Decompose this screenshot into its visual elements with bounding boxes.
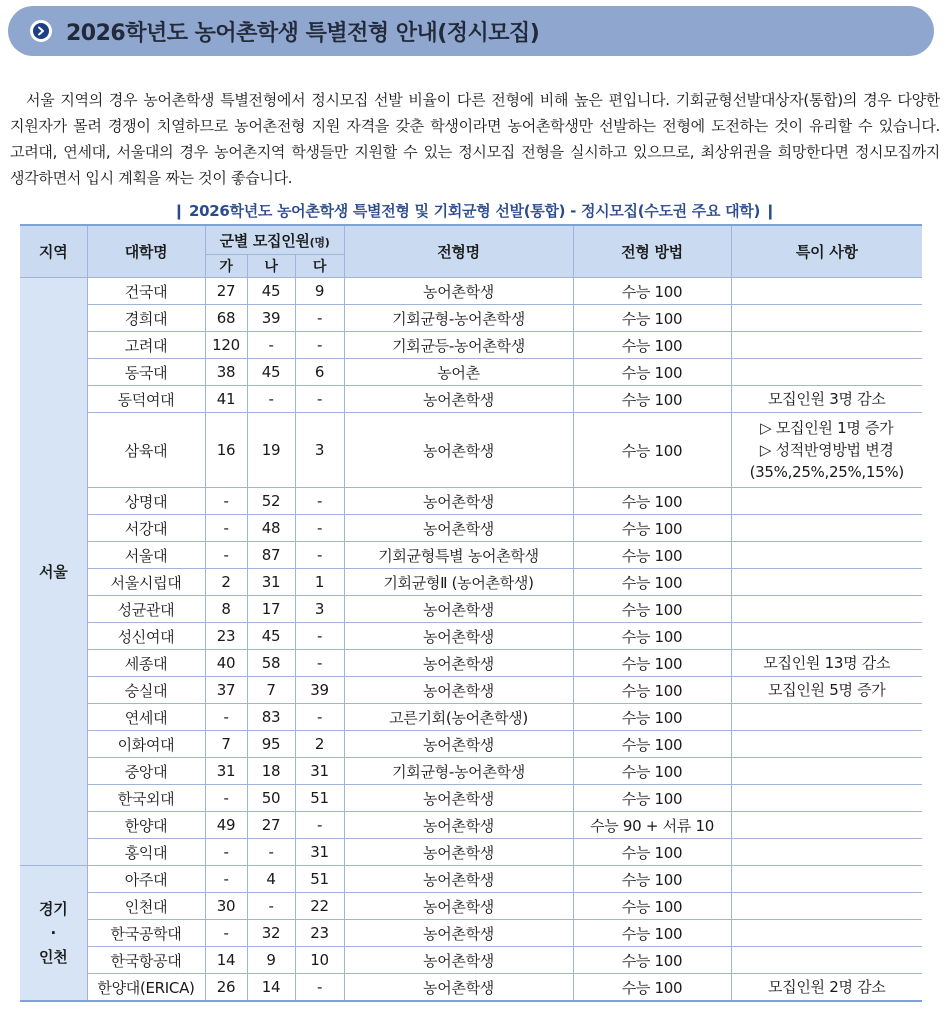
cell-quota-da: 2 <box>295 731 344 758</box>
cell-notes <box>731 305 922 332</box>
cell-track: 농어촌학생 <box>344 623 573 650</box>
cell-track: 농어촌학생 <box>344 893 573 920</box>
cell-university: 세종대 <box>87 650 205 677</box>
table-body <box>20 278 922 1002</box>
cell-quota-ga: 49 <box>205 812 247 839</box>
table-row <box>20 758 922 785</box>
cell-quota-ga: - <box>205 515 247 542</box>
cell-quota-ga: 23 <box>205 623 247 650</box>
cell-track: 기회균형-농어촌학생 <box>344 758 573 785</box>
cell-method: 수능 100 <box>573 839 731 866</box>
cell-method: 수능 100 <box>573 332 731 359</box>
cell-quota-ga: 37 <box>205 677 247 704</box>
cell-quota-na: 83 <box>247 704 295 731</box>
header-da: 다 <box>295 255 344 278</box>
cell-quota-na: 45 <box>247 623 295 650</box>
cell-method: 수능 100 <box>573 677 731 704</box>
cell-quota-da: - <box>295 386 344 413</box>
cell-quota-ga: - <box>205 785 247 812</box>
cell-quota-ga: - <box>205 542 247 569</box>
cell-university: 서강대 <box>87 515 205 542</box>
cell-quota-da: 39 <box>295 677 344 704</box>
cell-university: 성신여대 <box>87 623 205 650</box>
cell-method: 수능 100 <box>573 305 731 332</box>
cell-quota-da: - <box>295 488 344 515</box>
cell-university: 이화여대 <box>87 731 205 758</box>
cell-quota-ga: - <box>205 866 247 893</box>
header-quota <box>205 225 344 255</box>
cell-notes: 모집인원 5명 증가 <box>731 677 922 704</box>
cell-track: 농어촌학생 <box>344 785 573 812</box>
cell-notes <box>731 812 922 839</box>
cell-quota-na: 87 <box>247 542 295 569</box>
notes-line: ▷ 모집인원 1명 증가 <box>760 419 894 437</box>
cell-quota-ga: - <box>205 704 247 731</box>
cell-quota-ga: 30 <box>205 893 247 920</box>
cell-track: 기회균형Ⅱ (농어촌학생) <box>344 569 573 596</box>
cell-university: 서울대 <box>87 542 205 569</box>
table-row <box>20 731 922 758</box>
cell-method: 수능 100 <box>573 386 731 413</box>
cell-quota-na: 48 <box>247 515 295 542</box>
header-quota-unit: (명) <box>309 235 330 249</box>
cell-quota-na: 4 <box>247 866 295 893</box>
cell-university: 삼육대 <box>87 413 205 488</box>
cell-track: 기회균형-농어촌학생 <box>344 305 573 332</box>
table-row <box>20 623 922 650</box>
cell-quota-ga: 8 <box>205 596 247 623</box>
cell-quota-ga: 27 <box>205 278 247 305</box>
cell-track: 농어촌학생 <box>344 920 573 947</box>
cell-quota-na: - <box>247 893 295 920</box>
region-label-line: 인천 <box>39 948 68 966</box>
cell-university: 경희대 <box>87 305 205 332</box>
cell-quota-da: 31 <box>295 758 344 785</box>
title-bar-right-icon: ❙ <box>764 202 777 220</box>
table-row <box>20 542 922 569</box>
table-row <box>20 515 922 542</box>
cell-notes <box>731 515 922 542</box>
cell-quota-da: - <box>295 515 344 542</box>
cell-quota-na: 95 <box>247 731 295 758</box>
cell-quota-da: - <box>295 812 344 839</box>
cell-notes <box>731 920 922 947</box>
table-row <box>20 974 922 1002</box>
header-quota-label: 군별 모집인원 <box>219 231 310 250</box>
cell-track: 농어촌학생 <box>344 947 573 974</box>
cell-quota-ga: - <box>205 920 247 947</box>
cell-method: 수능 100 <box>573 569 731 596</box>
cell-track: 기회균등-농어촌학생 <box>344 332 573 359</box>
table-row <box>20 866 922 893</box>
table-title-text: 2026학년도 농어촌학생 특별전형 및 기회균형 선발(통합) - 정시모집(수도권 주요 대학) <box>188 202 761 220</box>
header-na: 나 <box>247 255 295 278</box>
cell-method: 수능 90 + 서류 10 <box>573 812 731 839</box>
cell-quota-na: 58 <box>247 650 295 677</box>
header-region: 지역 <box>20 225 87 278</box>
title-banner <box>8 6 934 56</box>
cell-method: 수능 100 <box>573 650 731 677</box>
notes-line: ▷ 성적반영방법 변경 <box>759 441 894 459</box>
cell-quota-da: 10 <box>295 947 344 974</box>
table-row <box>20 920 922 947</box>
cell-quota-da: 3 <box>295 596 344 623</box>
cell-quota-ga: 68 <box>205 305 247 332</box>
cell-university: 중앙대 <box>87 758 205 785</box>
cell-method: 수능 100 <box>573 704 731 731</box>
cell-method: 수능 100 <box>573 596 731 623</box>
cell-quota-da: 1 <box>295 569 344 596</box>
cell-notes <box>731 596 922 623</box>
cell-quota-na: 14 <box>247 974 295 1002</box>
table-row <box>20 650 922 677</box>
cell-notes <box>731 758 922 785</box>
cell-method: 수능 100 <box>573 488 731 515</box>
cell-notes: 모집인원 3명 감소 <box>731 386 922 413</box>
cell-notes <box>731 947 922 974</box>
table-row <box>20 359 922 386</box>
table-row <box>20 413 922 488</box>
cell-university: 아주대 <box>87 866 205 893</box>
cell-university: 한국외대 <box>87 785 205 812</box>
cell-quota-na: 19 <box>247 413 295 488</box>
cell-notes <box>731 332 922 359</box>
cell-quota-ga: 41 <box>205 386 247 413</box>
cell-notes <box>731 488 922 515</box>
cell-quota-na: - <box>247 839 295 866</box>
cell-university: 건국대 <box>87 278 205 305</box>
cell-quota-na: 18 <box>247 758 295 785</box>
cell-quota-ga: 40 <box>205 650 247 677</box>
cell-notes <box>731 893 922 920</box>
cell-quota-na: 52 <box>247 488 295 515</box>
region-seoul: 서울 <box>20 278 87 866</box>
cell-quota-da: 23 <box>295 920 344 947</box>
cell-track: 농어촌학생 <box>344 839 573 866</box>
cell-track: 농어촌학생 <box>344 866 573 893</box>
table-row <box>20 893 922 920</box>
cell-quota-na: 45 <box>247 359 295 386</box>
table-row <box>20 677 922 704</box>
cell-university: 인천대 <box>87 893 205 920</box>
table-row <box>20 839 922 866</box>
table-row <box>20 386 922 413</box>
cell-university: 동국대 <box>87 359 205 386</box>
cell-quota-ga: 38 <box>205 359 247 386</box>
cell-track: 농어촌학생 <box>344 677 573 704</box>
cell-quota-ga: 16 <box>205 413 247 488</box>
cell-quota-na: - <box>247 386 295 413</box>
cell-quota-ga: 2 <box>205 569 247 596</box>
cell-university: 서울시립대 <box>87 569 205 596</box>
cell-university: 동덕여대 <box>87 386 205 413</box>
header-ga: 가 <box>205 255 247 278</box>
cell-quota-na: 17 <box>247 596 295 623</box>
cell-university: 연세대 <box>87 704 205 731</box>
cell-quota-da: 51 <box>295 785 344 812</box>
cell-track: 농어촌학생 <box>344 413 573 488</box>
cell-track: 농어촌학생 <box>344 650 573 677</box>
cell-track: 농어촌 <box>344 359 573 386</box>
cell-quota-na: 31 <box>247 569 295 596</box>
table-row <box>20 305 922 332</box>
header-notes: 특이 사항 <box>731 225 922 278</box>
cell-university: 한양대 <box>87 812 205 839</box>
cell-track: 고른기회(농어촌학생) <box>344 704 573 731</box>
cell-method: 수능 100 <box>573 413 731 488</box>
cell-notes: 모집인원 2명 감소 <box>731 974 922 1002</box>
cell-notes <box>731 542 922 569</box>
cell-method: 수능 100 <box>573 731 731 758</box>
cell-track: 농어촌학생 <box>344 515 573 542</box>
cell-notes <box>731 704 922 731</box>
cell-quota-da: - <box>295 650 344 677</box>
table-row <box>20 569 922 596</box>
cell-quota-da: - <box>295 542 344 569</box>
admission-table <box>20 224 922 1002</box>
cell-notes <box>731 359 922 386</box>
chevron-right-circle-icon <box>30 20 52 42</box>
cell-quota-da: - <box>295 704 344 731</box>
cell-method: 수능 100 <box>573 893 731 920</box>
header-university: 대학명 <box>87 225 205 278</box>
cell-quota-ga: 7 <box>205 731 247 758</box>
intro-paragraph: 서울 지역의 경우 농어촌학생 특별전형에서 정시모집 선발 비율이 다른 전형에 비해 높은 편입니다. 기회균형선발대상자(통합)의 경우 다양한 지원자가 몰려 경쟁이 치열하므로 농어촌전형 지원 자격을 갖춘 학생이라면 농어촌학생만 선발하는 전형에 도전하는 것이 유리할 수 있습니다. 고려대, 연세대, 서울대의 경우 농어촌지역 학생들만 지원할 수 있는 정시모집 전형을 실시하고 있으므로, 최상위권을 희망한다면 정시모집까지 생각하면서 입시 계획을 짜는 것이 좋습니다. <box>10 91 940 187</box>
table-row <box>20 704 922 731</box>
cell-quota-da: - <box>295 974 344 1002</box>
cell-university: 한국항공대 <box>87 947 205 974</box>
cell-notes <box>731 278 922 305</box>
cell-quota-na: - <box>247 332 295 359</box>
cell-quota-ga: 31 <box>205 758 247 785</box>
cell-method: 수능 100 <box>573 515 731 542</box>
cell-method: 수능 100 <box>573 359 731 386</box>
cell-quota-na: 32 <box>247 920 295 947</box>
cell-notes <box>731 839 922 866</box>
header-method: 전형 방법 <box>573 225 731 278</box>
cell-method: 수능 100 <box>573 974 731 1002</box>
cell-quota-ga: - <box>205 839 247 866</box>
cell-method: 수능 100 <box>573 758 731 785</box>
cell-method: 수능 100 <box>573 278 731 305</box>
cell-notes <box>731 569 922 596</box>
cell-notes <box>731 785 922 812</box>
cell-quota-ga: 26 <box>205 974 247 1002</box>
cell-quota-ga: 14 <box>205 947 247 974</box>
cell-track: 농어촌학생 <box>344 386 573 413</box>
cell-track: 농어촌학생 <box>344 974 573 1002</box>
cell-method: 수능 100 <box>573 623 731 650</box>
table-row <box>20 812 922 839</box>
cell-university: 숭실대 <box>87 677 205 704</box>
cell-quota-na: 27 <box>247 812 295 839</box>
cell-quota-da: 31 <box>295 839 344 866</box>
cell-notes: 모집인원 13명 감소 <box>731 650 922 677</box>
cell-quota-ga: 120 <box>205 332 247 359</box>
cell-university: 성균관대 <box>87 596 205 623</box>
cell-track: 기회균형특별 농어촌학생 <box>344 542 573 569</box>
cell-quota-ga: - <box>205 488 247 515</box>
cell-method: 수능 100 <box>573 866 731 893</box>
cell-notes <box>731 413 922 488</box>
cell-notes <box>731 731 922 758</box>
cell-quota-da: 9 <box>295 278 344 305</box>
cell-track: 농어촌학생 <box>344 731 573 758</box>
cell-track: 농어촌학생 <box>344 488 573 515</box>
cell-method: 수능 100 <box>573 947 731 974</box>
title-bar-left-icon: ❙ <box>172 202 185 220</box>
cell-quota-da: 22 <box>295 893 344 920</box>
cell-quota-da: 6 <box>295 359 344 386</box>
notes-line: (35%,25%,25%,15%) <box>749 463 904 481</box>
table-row <box>20 332 922 359</box>
page-title: 2026학년도 농어촌학생 특별전형 안내(정시모집) <box>66 20 540 46</box>
cell-quota-da: - <box>295 623 344 650</box>
table-title <box>0 200 949 221</box>
cell-notes <box>731 623 922 650</box>
region-label-line: · <box>50 924 56 942</box>
region-label-line: 경기 <box>39 900 68 918</box>
cell-university: 상명대 <box>87 488 205 515</box>
cell-track: 농어촌학생 <box>344 596 573 623</box>
cell-university: 홍익대 <box>87 839 205 866</box>
cell-quota-da: - <box>295 332 344 359</box>
cell-quota-na: 50 <box>247 785 295 812</box>
cell-university: 한국공학대 <box>87 920 205 947</box>
cell-quota-na: 7 <box>247 677 295 704</box>
cell-notes <box>731 866 922 893</box>
header-track: 전형명 <box>344 225 573 278</box>
cell-quota-na: 39 <box>247 305 295 332</box>
table-row <box>20 785 922 812</box>
cell-quota-da: 51 <box>295 866 344 893</box>
table-row <box>20 278 922 305</box>
table-row <box>20 488 922 515</box>
cell-method: 수능 100 <box>573 785 731 812</box>
cell-track: 농어촌학생 <box>344 278 573 305</box>
cell-quota-da: 3 <box>295 413 344 488</box>
cell-quota-na: 9 <box>247 947 295 974</box>
cell-quota-da: - <box>295 305 344 332</box>
cell-method: 수능 100 <box>573 920 731 947</box>
cell-university: 고려대 <box>87 332 205 359</box>
table-row <box>20 596 922 623</box>
cell-university: 한양대(ERICA) <box>87 974 205 1002</box>
cell-track: 농어촌학생 <box>344 812 573 839</box>
region-gyeonggi-incheon <box>20 866 87 1002</box>
cell-method: 수능 100 <box>573 542 731 569</box>
table-row <box>20 947 922 974</box>
cell-quota-na: 45 <box>247 278 295 305</box>
